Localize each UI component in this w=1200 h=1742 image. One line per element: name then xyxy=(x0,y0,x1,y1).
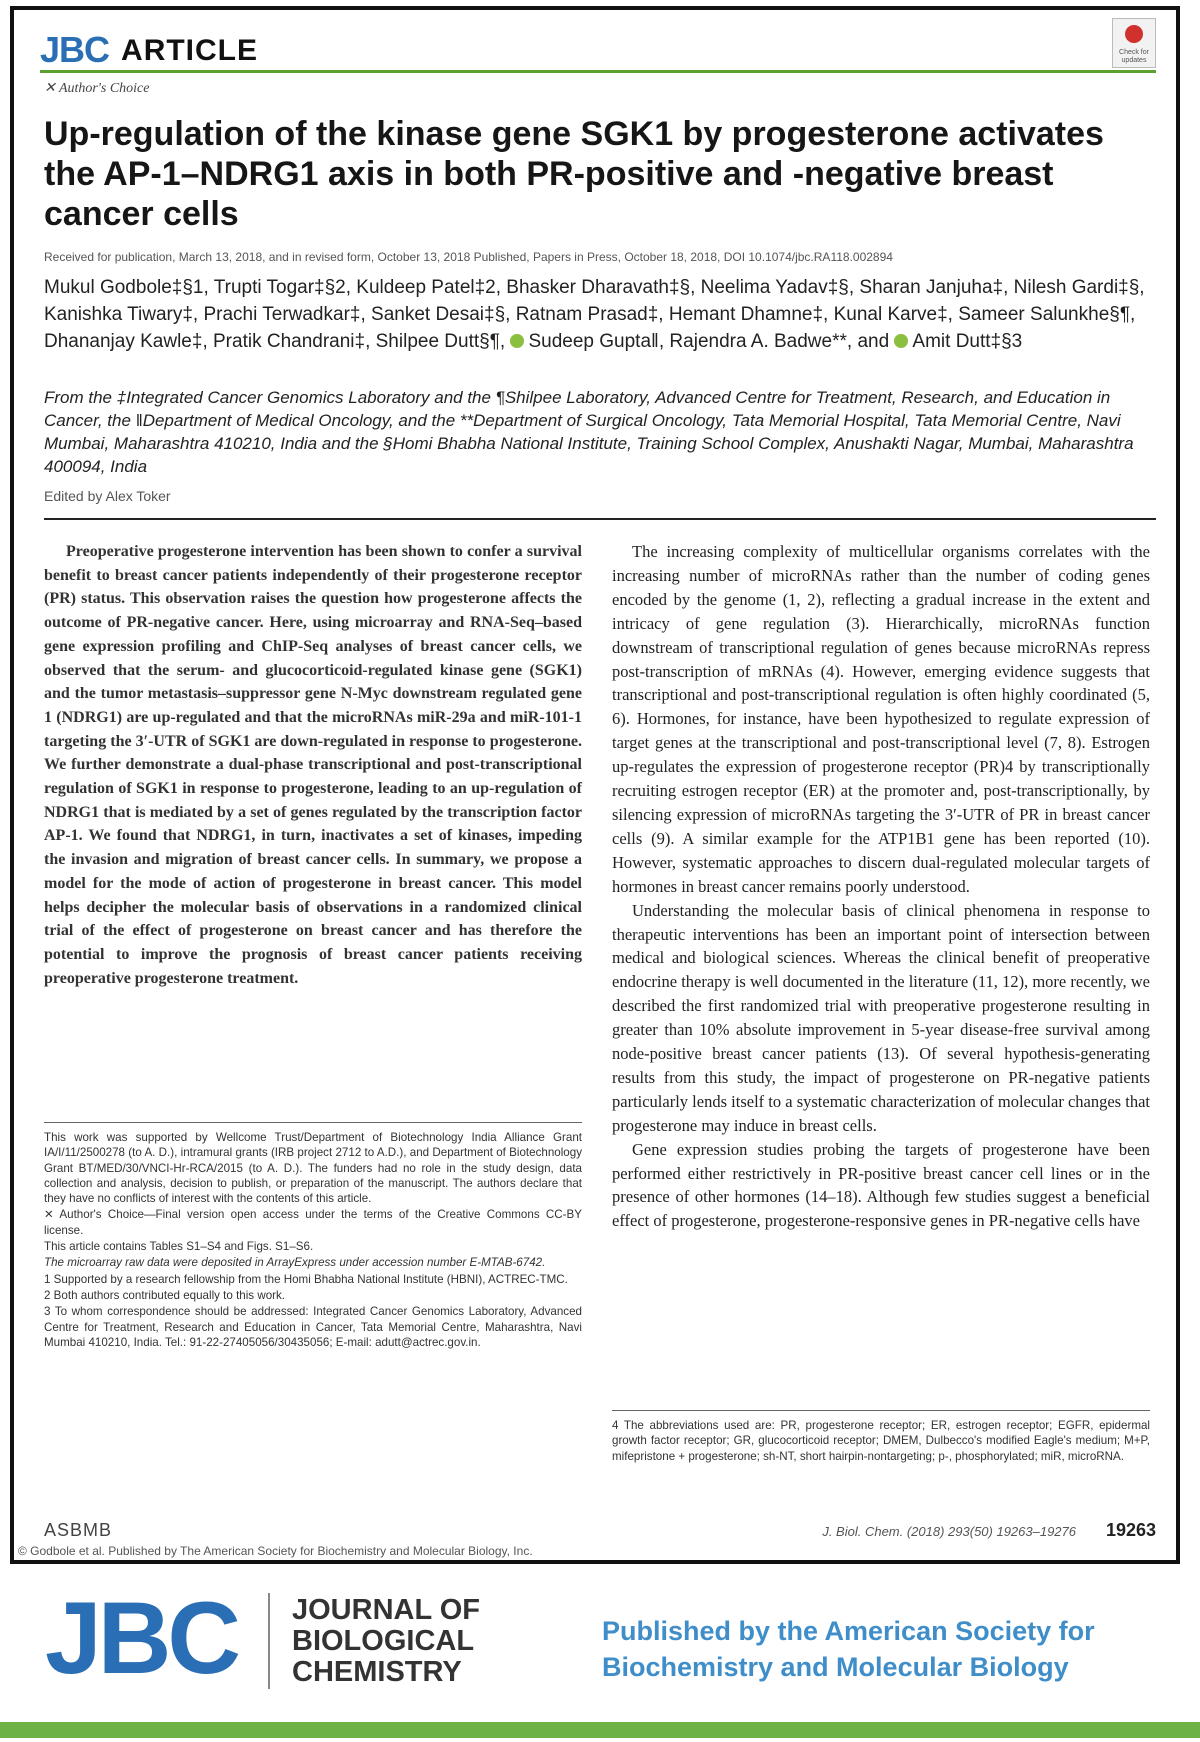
footnote-3: 3 To whom correspondence should be addressed: Integrated Cancer Genomics Laboratory, Advanced Centre for Treatment, Research and Education in Cancer, Tata Memorial Centre, Maharashtra, Navi Mumbai 410210, India. Tel.: 91-22-27405056/30435056; E-mail: adutt@actrec.gov.in. xyxy=(44,1305,582,1349)
asbmb-logo: ASBMB xyxy=(44,1520,113,1540)
article-page xyxy=(10,6,1180,1564)
open-access-icon: ✕ xyxy=(44,81,59,96)
journal-name-line-1: JOURNAL OF xyxy=(292,1594,480,1626)
authors-text-2: Sudeep Gupta‖, Rajendra A. Badwe**, and xyxy=(528,331,895,352)
check-for-updates-badge[interactable] xyxy=(1112,18,1156,68)
jbc-header-logo: JBC xyxy=(40,29,110,70)
intro-paragraph-1: The increasing complexity of multicellular organisms correlates with the increasing number of microRNAs rather than the number of coding genes encoded by the genome (1, 2), reflecting a gradual increase in the extent and intricacy of gene regulation (3). Hierarchically, microRNAs function downstream of transcriptional regulation of genes because microRNAs repress post-transcription of mRNAs (4). However, emerging evidence suggests that transcriptional and post-transcriptional regulation is often highly coordinated (5, 6). Hormones, for instance, have been hypothesized to regulate expression of target genes at the transcriptional and post-transcriptional level (7, 8). Estrogen up-regulates the expression of progesterone receptor (PR)4 by transcriptionally recruiting estrogen receptor (ER) at the promoter and, post-transcriptionally, by silencing expression of microRNAs targeting the 3′-UTR of PR in breast cancer cells (9). A similar example for the ATP1B1 gene has been reported (10). However, systematic approaches to discern dual-regulated molecular targets of hormones in breast cancer remains poorly understood. xyxy=(612,542,1150,896)
left-column xyxy=(44,540,582,990)
journal-name-line-3: CHEMISTRY xyxy=(292,1656,462,1688)
intro-paragraph-3: Gene expression studies probing the targets of progesterone have been performed either restrictively in PR-positive breast cancer cell lines or in the presence of other hormones (14–18). Although few studies suggest a beneficial effect of progesterone, progesterone-responsive genes in PR-negative cells have xyxy=(612,1139,1150,1231)
right-column xyxy=(612,540,1150,1233)
abbreviations-note: 4 The abbreviations used are: PR, progesterone receptor; ER, estrogen receptor; EGFR, epidermal growth factor receptor; GR, glucocorticoid receptor; DMEM, Dulbecco's modified Eagle's medium; M+P, mifepristone + progesterone; sh-NT, short hairpin-nontargeting; p-, phosphorylated; miR, microRNA. xyxy=(612,1419,1150,1463)
publisher-statement xyxy=(602,1613,1162,1685)
footnotes xyxy=(44,1130,582,1351)
footnote-divider xyxy=(612,1410,1150,1411)
header-rule xyxy=(40,70,1156,73)
funding-note: This work was supported by Wellcome Trust/Department of Biotechnology India Alliance Grant IA/I/11/2500278 (to A. D.), intramural grants (IRB project 2712 to A.D.), and Department of Biotechnology Grant BT/MED/30/VNCI-Hr-RCA/2015 (to A. D.). The funders had no role in the study design, data collection and analysis, decision to publish, or preparation of the manuscript. The authors declare that they have no conflicts of interest with the contents of this article. xyxy=(44,1131,582,1206)
authors-choice-note xyxy=(44,1207,582,1238)
footnote-2: 2 Both authors contributed equally to this work. xyxy=(44,1288,286,1302)
journal-name xyxy=(292,1595,480,1688)
open-access-icon: ✕ xyxy=(44,1208,60,1222)
authors-choice-text: Author's Choice xyxy=(58,81,150,96)
check-updates-icon xyxy=(1125,25,1143,43)
page-number: 19263 xyxy=(1105,1520,1156,1540)
check-updates-label: Check for updates xyxy=(1119,49,1149,64)
abstract: Preoperative progesterone intervention has been shown to confer a survival benefit to breast cancer patients independently of their progesterone receptor (PR) status. This observation raises the question how progesterone affects the outcome of PR-negative cancer. Here, using microarray and RNA-Seq–based gene expression profiling and ChIP-Seq analyses of breast cancer cells, we observed that the serum- and glucocorticoid-regulated kinase gene (SGK1) and the tumor metastasis–suppressor gene N-Myc downstream regulated gene 1 (NDRG1) are up-regulated and that the microRNAs miR-29a and miR-101-1 targeting the 3′-UTR of SGK1 are down-regulated in response to progesterone. We further demonstrate a dual-phase transcriptional and post-transcriptional regulation of SGK1 in response to progesterone, leading to an up-regulation of NDRG1 that is mediated by a set of genes regulated by the transcription factor AP-1. We found that NDRG1, in turn, inactivates a set of kinases, impeding the invasion and migration of breast cancer cells. In summary, we propose a model for the mode of action of progesterone in breast cancer. This model helps decipher the molecular basis of observations in a randomized clinical trial of the effect of progesterone on breast cancer and has therefore the potential to improve the prognosis of breast cancer patients receiving preoperative progesterone treatment. xyxy=(44,543,582,987)
publication-info: Received for publication, March 13, 2018, and in revised form, October 13, 2018 Published, Papers in Press, October 18, 2018, DOI 10.1074/jbc.RA118.002894 xyxy=(44,250,893,264)
affiliations: From the ‡Integrated Cancer Genomics Laboratory and the ¶Shilpee Laboratory, Advanced Centre for Treatment, Research, and Education in Cancer, the ‖Department of Medical Oncology, and the **Department of Surgical Oncology, Tata Memorial Hospital, Tata Memorial Centre, Navi Mumbai, Maharashtra 410210, India and the §Homi Bhabha National Institute, Training School Complex, Anushakti Nagar, Mumbai, Maharashtra 400094, India xyxy=(44,388,1134,476)
authors-choice-note-text: Author's Choice—Final version open access under the terms of the Creative Commons CC-BY license. xyxy=(44,1208,582,1237)
supplement-note: This article contains Tables S1–S4 and Figs. S1–S6. xyxy=(44,1240,314,1254)
section-label: ARTICLE xyxy=(121,34,259,67)
footer-green-bar xyxy=(0,1722,1200,1738)
journal-name-line-2: BIOLOGICAL xyxy=(292,1625,475,1657)
edited-by: Edited by Alex Toker xyxy=(44,488,171,504)
footnote-1: 1 Supported by a research fellowship from the Homi Bhabha National Institute (HBNI), ACTREC-TMC. xyxy=(44,1272,568,1286)
authors-choice-label xyxy=(44,80,149,97)
publisher-line-2: Biochemistry and Molecular Biology xyxy=(602,1652,1069,1682)
page-footer xyxy=(44,1520,1156,1542)
publisher-line-1: Published by the American Society for xyxy=(602,1616,1095,1646)
header-divider xyxy=(44,518,1156,520)
copyright: © Godbole et al. Published by The American Society for Biochemistry and Molecular Biology, Inc. xyxy=(18,1544,533,1558)
journal-header xyxy=(40,22,258,68)
authors-text-3: Amit Dutt‡§3 xyxy=(912,331,1023,352)
orcid-icon[interactable] xyxy=(894,334,908,348)
article-title: Up-regulation of the kinase gene SGK1 by progesterone activates the AP-1–NDRG1 axis in both PR-positive and -negative breast cancer cells xyxy=(44,115,1104,233)
journal-branding xyxy=(0,1565,1200,1742)
data-deposit-note: The microarray raw data were deposited in ArrayExpress under accession number E-MTAB-6742. xyxy=(44,1256,546,1270)
author-list xyxy=(44,274,1164,355)
authors-text-1: Mukul Godbole‡§1, Trupti Togar‡§2, Kuldeep Patel‡2, Bhasker Dharavath‡§, Neelima Yadav‡§, Sharan Janjuha‡, Nilesh Gardi‡§, Kanishka Tiwary‡, Prachi Terwadkar‡, Sanket Desai‡§, Ratnam Prasad‡, Hemant Dhamne‡, Kunal Karve‡, Sameer Salunkhe§¶, Dhananjay Kawle‡, Pratik Chandrani‡, Shilpee Dutt§¶, xyxy=(44,277,1145,352)
jbc-logo: JBC xyxy=(45,1581,238,1695)
citation: J. Biol. Chem. (2018) 293(50) 19263–19276 xyxy=(822,1524,1076,1539)
intro-paragraph-2: Understanding the molecular basis of clinical phenomena in response to therapeutic interventions has been an important point of intersection between medical and biological sciences. Whereas the clinical benefit of preoperative endocrine therapy is well documented in the literature (11, 12), more recently, we described the first randomized trial with preoperative progesterone resulting in greater than 10% absolute improvement in 5-year disease-free survival among node-positive breast cancer patients (13). Of several hypothesis-generating results from this study, the impact of progesterone on PR-negative patients particularly lends itself to a systematic characterization of molecular changes that progesterone may induce in breast cells. xyxy=(612,900,1150,1135)
orcid-icon[interactable] xyxy=(510,334,524,348)
branding-divider xyxy=(268,1593,270,1689)
footnote-divider xyxy=(44,1122,582,1123)
